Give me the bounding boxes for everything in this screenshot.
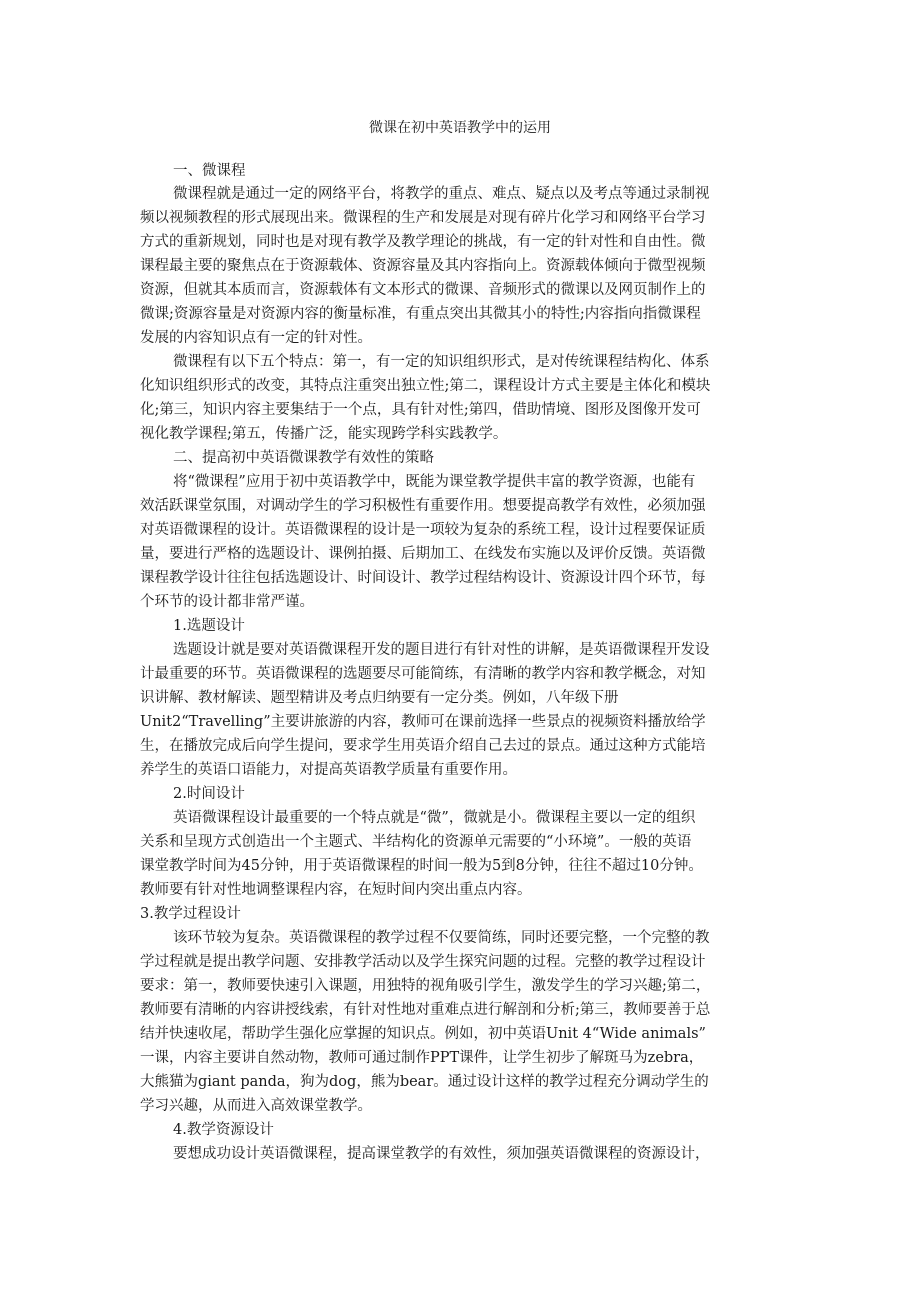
paragraph-line: 教师要有清晰的内容讲授线索，有针对性地对重难点进行解剖和分析;第三，教师要善于总 bbox=[140, 1002, 711, 1018]
paragraph-line: 该环节较为复杂。英语微课程的教学过程不仅要简练，同时还要完整，一个完整的教 bbox=[173, 930, 710, 946]
paragraph-line: 微课程就是通过一定的网络平台，将教学的重点、难点、疑点以及考点等通过录制视 bbox=[173, 186, 710, 202]
paragraph-line: 学过程就是提出教学问题、安排教学活动以及学生探究问题的过程。完整的教学过程设计 bbox=[140, 954, 706, 970]
paragraph-line: 生，在播放完成后向学生提问，要求学生用英语介绍自己去过的景点。通过这种方式能培 bbox=[140, 738, 706, 754]
paragraph-line: 资源，但就其本质而言，资源载体有文本形式的微课、音频形式的微课以及网页制作上的 bbox=[140, 282, 706, 298]
paragraph-line: 教师要有针对性地调整课程内容，在短时间内突出重点内容。 bbox=[140, 882, 532, 898]
paragraph-line: 化;第三，知识内容主要集结于一个点，具有针对性;第四，借助情境、图形及图像开发可 bbox=[140, 402, 701, 418]
paragraph-line: 方式的重新规划，同时也是对现有教学及教学理论的挑战，有一定的针对性和自由性。微 bbox=[140, 234, 706, 250]
subheading-time-design: 2.时间设计 bbox=[173, 786, 245, 802]
paragraph-line: 个环节的设计都非常严谨。 bbox=[140, 594, 314, 610]
paragraph-line: Unit2“Travelling”主要讲旅游的内容，教师可在课前选择一些景点的视频资料播放给学 bbox=[140, 714, 706, 730]
paragraph-line: 课程教学设计往往包括选题设计、时间设计、教学过程结构设计、资源设计四个环节，每 bbox=[140, 570, 706, 586]
paragraph-line: 微课程有以下五个特点：第一，有一定的知识组织形式，是对传统课程结构化、体系 bbox=[173, 354, 710, 370]
paragraph-line: 发展的内容知识点有一定的针对性。 bbox=[140, 330, 372, 346]
paragraph-line: 课程最主要的聚焦点在于资源载体、资源容量及其内容指向上。资源载体倾向于微型视频 bbox=[140, 258, 706, 274]
paragraph-line: 对英语微课程的设计。英语微课程的设计是一项较为复杂的系统工程，设计过程要保证质 bbox=[140, 522, 706, 538]
paragraph-line: 将“微课程”应用于初中英语教学中，既能为课堂教学提供丰富的教学资源，也能有 bbox=[173, 474, 696, 490]
document-title: 微课在初中英语教学中的运用 bbox=[369, 120, 551, 136]
heading-2: 二、提高初中英语微课教学有效性的策略 bbox=[173, 450, 434, 466]
heading-1: 一、微课程 bbox=[173, 163, 246, 179]
paragraph-line: 识讲解、教材解读、题型精讲及考点归纳要有一定分类。例如，八年级下册 bbox=[140, 690, 619, 706]
paragraph-line: 效活跃课堂氛围，对调动学生的学习积极性有重要作用。想要提高教学有效性，必须加强 bbox=[140, 498, 706, 514]
paragraph-line: 计最重要的环节。英语微课程的选题要尽可能简练，有清晰的教学内容和教学概念，对知 bbox=[140, 666, 706, 682]
paragraph-line: 要求：第一，教师要快速引入课题，用独特的视角吸引学生，激发学生的学习兴趣;第二， bbox=[140, 978, 711, 994]
subheading-process-design: 3.教学过程设计 bbox=[140, 906, 241, 922]
paragraph-line: 英语微课程设计最重要的一个特点就是“微”，微就是小。微课程主要以一定的组织 bbox=[173, 810, 696, 826]
paragraph-line: 养学生的英语口语能力，对提高英语教学质量有重要作用。 bbox=[140, 762, 517, 778]
paragraph-line: 一课，内容主要讲自然动物，教师可通过制作PPT课件，让学生初步了解斑马为zebra， bbox=[140, 1050, 704, 1066]
paragraph-line: 量，要进行严格的选题设计、课例拍摄、后期加工、在线发布实施以及评价反馈。英语微 bbox=[140, 546, 706, 562]
paragraph-line: 选题设计就是要对英语微课程开发的题目进行有针对性的讲解，是英语微课程开发设 bbox=[173, 642, 710, 658]
paragraph-line: 课堂教学时间为45分钟，用于英语微课程的时间一般为5到8分钟，往往不超过10分钟。 bbox=[140, 858, 703, 874]
paragraph-line: 微课;资源容量是对资源内容的衡量标准，有重点突出其微其小的特性;内容指向指微课程 bbox=[140, 306, 701, 322]
paragraph-line: 化知识组织形式的改变，其特点注重突出独立性;第二，课程设计方式主要是主体化和模块 bbox=[140, 378, 711, 394]
paragraph-line: 大熊猫为giant panda，狗为dog，熊为bear。通过设计这样的教学过程充分调动学生的 bbox=[140, 1074, 709, 1090]
paragraph-line: 关系和呈现方式创造出一个主题式、半结构化的资源单元需要的“小环境”。一般的英语 bbox=[140, 834, 692, 850]
paragraph-line: 频以视频教程的形式展现出来。微课程的生产和发展是对现有碎片化学习和网络平台学习 bbox=[140, 210, 706, 226]
paragraph-line: 要想成功设计英语微课程，提高课堂教学的有效性，须加强英语微课程的资源设计， bbox=[173, 1146, 710, 1162]
paragraph-line: 结并快速收尾，帮助学生强化应掌握的知识点。例如，初中英语Unit 4“Wide animals” bbox=[140, 1026, 706, 1042]
subheading-topic-design: 1.选题设计 bbox=[173, 618, 245, 634]
paragraph-line: 视化教学课程;第五，传播广泛，能实现跨学科实践教学。 bbox=[140, 426, 508, 442]
paragraph-line: 学习兴趣，从而进入高效课堂教学。 bbox=[140, 1098, 372, 1114]
subheading-resource-design: 4.教学资源设计 bbox=[173, 1122, 274, 1138]
